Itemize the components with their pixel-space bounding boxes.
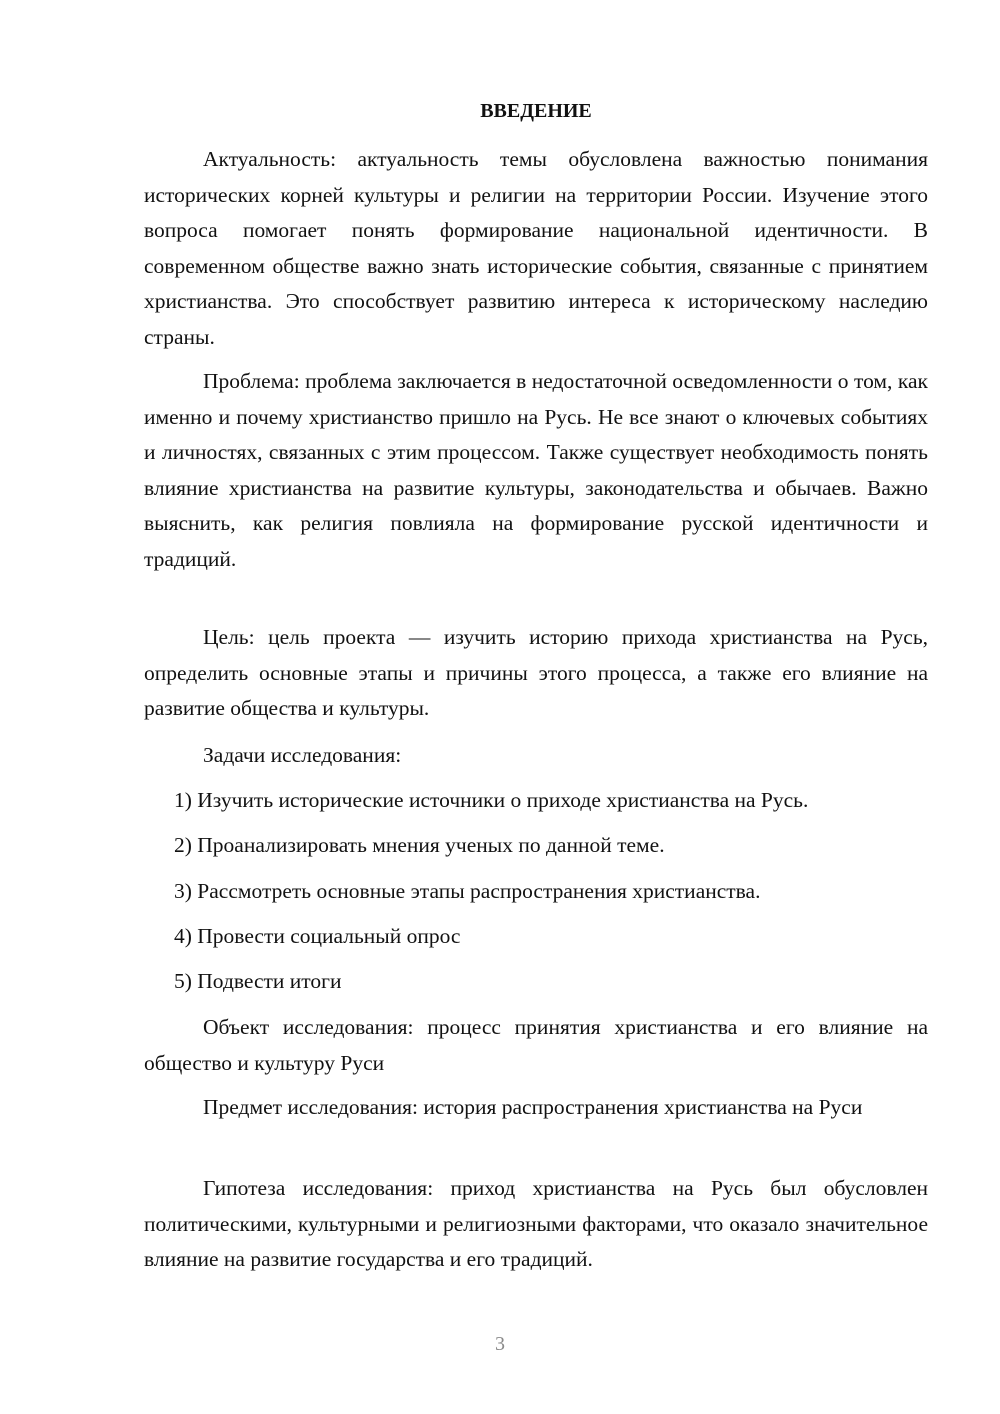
task-item-4: 4) Провести социальный опрос [174,924,461,948]
tasks-heading: Задачи исследования: [203,743,402,767]
section-title: ВВЕДЕНИЕ [480,100,592,122]
task-item-3: 3) Рассмотреть основные этапы распространения христианства. [174,879,761,903]
object-paragraph [144,1010,928,1081]
task-item-1: 1) Изучить исторические источники о приходе христианства на Русь. [174,788,809,812]
subject-text: Предмет исследования: история распространения христианства на Руси [203,1095,863,1119]
relevance-paragraph [144,142,928,355]
subject-paragraph [144,1090,928,1126]
page-number: 3 [495,1333,505,1355]
task-item-5: 5) Подвести итоги [174,969,342,993]
hypothesis-paragraph [144,1171,928,1278]
object-text: Объект исследования: процесс принятия христианства и его влияние на общество и культуру Руси [144,1015,928,1075]
hypothesis-text: Гипотеза исследования: приход христианства на Русь был обусловлен политическими, культурными и религиозными факторами, что оказало значительное влияние на развитие государства и его традиций. [144,1176,928,1271]
goal-text: Цель: цель проекта — изучить историю прихода христианства на Русь, определить основные этапы и причины этого процесса, а также его влияние на развитие общества и культуры. [144,625,928,720]
relevance-text: Актуальность: актуальность темы обусловлена важностью понимания исторических корней культуры и религии на территории России. Изучение этого вопроса помогает понять формирование национальной идентичности. В современном обществе важно знать исторические события, связанные с принятием христианства. Это способствует развитию интереса к историческому наследию страны. [144,147,928,349]
problem-paragraph [144,364,928,577]
goal-paragraph [144,620,928,727]
task-item-2: 2) Проанализировать мнения ученых по данной теме. [174,833,665,857]
problem-text: Проблема: проблема заключается в недостаточной осведомленности о том, как именно и почему христианство пришло на Русь. Не все знают о ключевых событиях и личностях, связанных с этим процессом. Также существует необходимость понять влияние христианства на развитие культуры, законодательства и обычаев. Важно выяснить, как религия повлияла на формирование русской идентичности и традиций. [144,369,928,571]
